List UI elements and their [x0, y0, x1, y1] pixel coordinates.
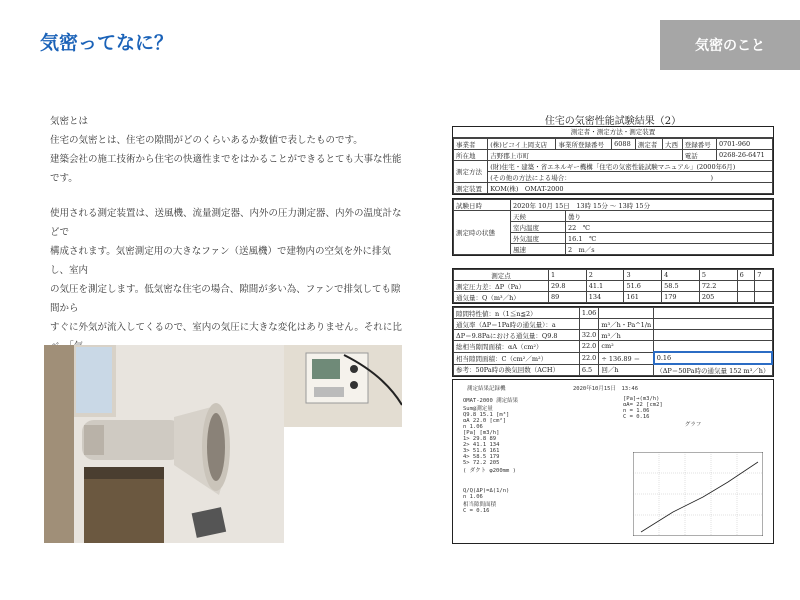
- table-cell: 測定圧力差：ΔP（Pa）: [454, 281, 549, 292]
- printout-line: 4> 58.5 179: [463, 454, 500, 460]
- table-cell: [654, 319, 772, 330]
- table-cell: 試験日時: [454, 200, 511, 211]
- report-info-table: [452, 126, 774, 195]
- table-cell: [654, 330, 772, 341]
- table-cell: 5: [699, 270, 737, 281]
- printout-line: 3> 51.6 161: [463, 448, 500, 454]
- blower-door-photo: [44, 345, 402, 543]
- table-cell: 測定時の状態: [454, 211, 511, 255]
- table-cell: 161: [624, 292, 662, 303]
- paragraph-line: 気密とは: [50, 116, 89, 127]
- table-cell: 吉野郡上市町: [488, 150, 683, 161]
- table-cell: (財)住宅・建築・省エネルギー機構「住宅の気密性能試験マニュアル」(2000年6月): [488, 161, 773, 172]
- table-cell: ΔP＝9.8Paにおける通気量：Q9.8: [454, 330, 580, 341]
- table-cell: 外気温度: [511, 233, 566, 244]
- airtightness-report: [448, 110, 778, 544]
- table-row: [454, 319, 773, 330]
- table-cell: 総相当隙間面積：αA（cm²）: [454, 341, 580, 353]
- table-cell: 6.5: [579, 364, 598, 376]
- table-row: [454, 341, 773, 353]
- report-results-table: [452, 306, 774, 377]
- printout-line: n 1.06: [463, 494, 483, 500]
- table-cell: 2020年 10月 15日 13時 15分 〜 13時 15分: [511, 200, 773, 211]
- printout-line: C = 0.16: [623, 414, 650, 420]
- photo-illustration: [44, 345, 402, 543]
- table-cell: 2: [586, 270, 624, 281]
- report-title: 住宅の気密性能試験結果（2）: [544, 116, 682, 127]
- table-cell: 4: [662, 270, 700, 281]
- table-cell: [737, 292, 755, 303]
- table-cell: 測定者: [635, 139, 662, 150]
- paragraph-line: すぐに外気が流入してくるので、室内の気圧に大きな変化はありません。それに比: [50, 322, 402, 333]
- printout-graph: [633, 452, 763, 536]
- table-cell: 通気率（ΔP＝1Pa時の通気量）：a: [454, 319, 580, 330]
- paragraph-line: 住宅の気密とは、住宅の隙間がどのくらいあるか数値で表したものです。: [50, 135, 363, 146]
- printout-line: 2> 41.1 134: [463, 442, 500, 448]
- table-cell: 22.0: [579, 341, 598, 353]
- printout-line: 相当隙間面積: [463, 502, 497, 508]
- table-cell: 事業者: [454, 139, 488, 150]
- section-tag: 気密のこと: [660, 20, 800, 70]
- table-row: [454, 352, 773, 364]
- table-cell: [737, 281, 755, 292]
- table-cell: [579, 319, 598, 330]
- table-row: [454, 150, 773, 161]
- table-cell: [654, 341, 772, 353]
- printout-line: Q/Q(ΔP)=Δ(1/n): [463, 488, 510, 494]
- table-cell: 事業所登録番号: [556, 139, 612, 150]
- printout-heading: 測定結果記録機: [467, 386, 506, 392]
- report-conditions-table: [452, 198, 774, 256]
- table-cell: 曇り: [566, 211, 773, 222]
- table-cell: 3: [624, 270, 662, 281]
- printout-line: Sum@測定量: [463, 406, 493, 412]
- table-cell: 1.06: [579, 308, 598, 319]
- table-cell: 29.8: [549, 281, 587, 292]
- table-cell: KOM(株) OMAT-2000: [488, 183, 773, 194]
- table-cell: 風速: [511, 244, 566, 255]
- table-cell: 電話: [682, 150, 716, 161]
- printout-line: [Pa] [m3/h]: [463, 430, 500, 436]
- table-row: [454, 211, 773, 222]
- printout-line: グラフ: [684, 422, 702, 428]
- table-cell: (その他の方法による場合： ): [488, 172, 773, 183]
- table-cell: 72.2: [699, 281, 737, 292]
- page-title: 気密ってなに？: [40, 32, 174, 54]
- printout-line: ( ダクト φ200mm ): [463, 468, 516, 474]
- table-cell: ÷ 136.89 ＝: [599, 352, 654, 364]
- table-cell: (株)ビコイ上岡支店: [488, 139, 556, 150]
- table-cell: 134: [586, 292, 624, 303]
- highlighted-c-value: 0.16: [654, 352, 772, 364]
- table-cell: （ΔP＝50Pa時の通気量 152 m³／h）: [654, 364, 772, 376]
- table-row: [454, 183, 773, 194]
- table-cell: 0701-960: [716, 139, 772, 150]
- measurement-printout: [452, 379, 774, 544]
- table-cell: 32.0: [579, 330, 598, 341]
- table-row: [454, 308, 773, 319]
- table-row: [454, 172, 773, 183]
- table-row: [454, 161, 773, 172]
- table-cell: 0268-26-6471: [716, 150, 772, 161]
- printout-line: C = 0.16: [463, 508, 490, 514]
- printout-line: αA= 22 [cm2]: [623, 402, 663, 408]
- table-cell: 179: [662, 292, 700, 303]
- table-cell: [654, 308, 772, 319]
- table-cell: m³／h・Pa^1/n: [599, 319, 654, 330]
- printout-line: n = 1.06: [623, 408, 650, 414]
- printout-line: OMAT-2000 測定結果: [463, 398, 519, 404]
- table-cell: 7: [755, 270, 773, 281]
- table-cell: [755, 281, 773, 292]
- table-cell: 相当隙間面積：C（cm²／m²）: [454, 352, 580, 364]
- table-cell: 天候: [511, 211, 566, 222]
- table-cell: 51.6: [624, 281, 662, 292]
- printout-line: αA 22.0 [cm²]: [463, 418, 507, 424]
- table-cell: [599, 308, 654, 319]
- table-row: [454, 330, 773, 341]
- table-row: [454, 200, 773, 211]
- table-cell: 6: [737, 270, 755, 281]
- table-cell: 測定装置: [454, 183, 488, 194]
- table-cell: 205: [699, 292, 737, 303]
- paragraph-line: 建築会社の施工技術から住宅の快適性までをはかることができるとても大事な性能です。: [50, 154, 402, 184]
- printout-line: n 1.06: [463, 424, 483, 430]
- printout-line: 1> 29.8 89: [463, 436, 497, 442]
- paragraph-line: の気圧を測定します。低気密な住宅の場合、隙間が多い為、ファンで排気しても隙間から: [50, 284, 401, 314]
- info-header: 測定者・測定方法・測定装置: [453, 127, 773, 138]
- printout-line: [Pa]→(m3/h): [623, 396, 660, 402]
- table-cell: 41.1: [586, 281, 624, 292]
- table-row: [454, 139, 773, 150]
- printout-line: 5> 72.2 205: [463, 460, 500, 466]
- table-cell: 58.5: [662, 281, 700, 292]
- table-cell: 2 m／s: [566, 244, 773, 255]
- printout-line: Q9.8 15.1 [m³]: [463, 412, 510, 418]
- paragraph-line: 構成されます。気密測定用の大きなファン（送風機）で建物内の空気を外に排気し、室内: [50, 246, 392, 276]
- table-cell: m³／h: [599, 330, 654, 341]
- table-cell: 通気量：Q（m³／h）: [454, 292, 549, 303]
- table-cell: 隙間特性値：n（1≦n≦2）: [454, 308, 580, 319]
- table-cell: [755, 292, 773, 303]
- table-row: [454, 281, 773, 292]
- table-cell: 回／h: [599, 364, 654, 376]
- table-cell: 室内温度: [511, 222, 566, 233]
- table-cell: 所在地: [454, 150, 488, 161]
- table-cell: 89: [549, 292, 587, 303]
- table-row: [454, 364, 773, 376]
- printout-datetime: 2020年10月15日 13:46: [573, 386, 639, 392]
- table-cell: 6088: [612, 139, 636, 150]
- table-cell: 大西: [662, 139, 682, 150]
- table-cell: 1: [549, 270, 587, 281]
- report-points-table: [452, 268, 774, 304]
- table-cell: 参考：50Pa時の換気回数（ACH）: [454, 364, 580, 376]
- paragraph-line: 使用される測定装置は、送風機、流量測定器、内外の圧力測定器、内外の温度計などで: [50, 208, 402, 238]
- table-cell: 測定方法: [454, 161, 488, 183]
- table-row: [454, 270, 773, 281]
- table-row: [454, 292, 773, 303]
- printout-left-column: [463, 396, 613, 514]
- table-cell: 登録番号: [682, 139, 716, 150]
- table-cell: 測定点: [454, 270, 549, 281]
- table-cell: 22 ℃: [566, 222, 773, 233]
- table-cell: cm²: [599, 341, 654, 353]
- printout-right-column: [623, 396, 763, 428]
- table-cell: 16.1 ℃: [566, 233, 773, 244]
- table-cell: 22.0: [579, 352, 598, 364]
